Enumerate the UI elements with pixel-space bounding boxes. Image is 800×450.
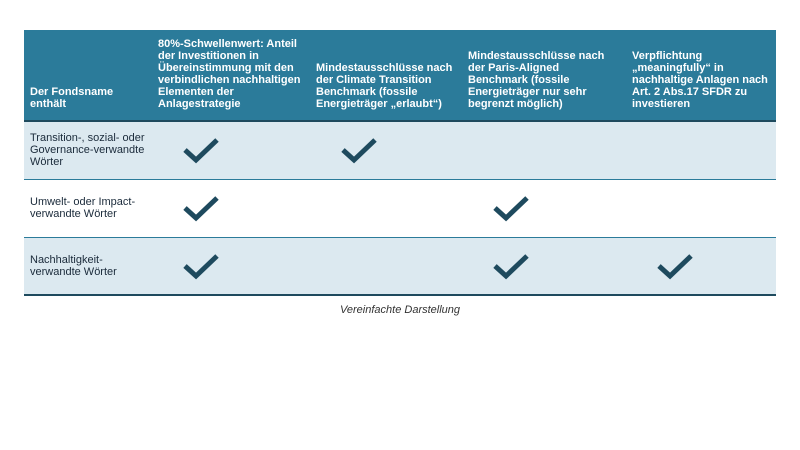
table-header-row [24,30,776,121]
table-row [24,121,776,179]
row-label: Umwelt- oder Impact-verwandte Wörter [24,179,152,237]
checkmark-icon [656,252,770,280]
checkmark-icon [492,252,620,280]
checkmark-icon [340,136,456,164]
criteria-cell [626,121,776,179]
criteria-cell [462,237,626,295]
header-threshold: 80%-Schwellenwert: Anteil der Investitionen in Übereinstimmung mit den verbindlichen nachhaltigen Elementen der Anlagestrategie [152,30,310,121]
criteria-cell [462,121,626,179]
table-row [24,237,776,295]
header-sfdr-commitment: Verpflichtung „meaningfully“ in nachhaltige Anlagen nach Art. 2 Abs.17 SFDR zu investieren [626,30,776,121]
header-ctb-exclusions: Mindestausschlüsse nach der Climate Transition Benchmark (fossile Energieträger „erlaubt“) [310,30,462,121]
criteria-cell [310,121,462,179]
row-label: Nachhaltigkeit-verwandte Wörter [24,237,152,295]
criteria-cell [310,179,462,237]
header-pab-exclusions: Mindestausschlüsse nach der Paris-Aligned Benchmark (fossile Energieträger nur sehr begrenzt möglich) [462,30,626,121]
criteria-cell [152,179,310,237]
criteria-cell [152,237,310,295]
criteria-cell [626,237,776,295]
checkmark-icon [182,194,304,222]
criteria-cell [626,179,776,237]
table-row [24,179,776,237]
row-label: Transition-, sozial- oder Governance-verwandte Wörter [24,121,152,179]
checkmark-icon [492,194,620,222]
criteria-cell [310,237,462,295]
criteria-table [24,30,776,296]
criteria-cell [462,179,626,237]
header-fund-name: Der Fondsname enthält [24,30,152,121]
checkmark-icon [182,252,304,280]
criteria-cell [152,121,310,179]
table-caption: Vereinfachte Darstellung [339,304,461,316]
checkmark-icon [182,136,304,164]
criteria-table-container [24,30,776,316]
